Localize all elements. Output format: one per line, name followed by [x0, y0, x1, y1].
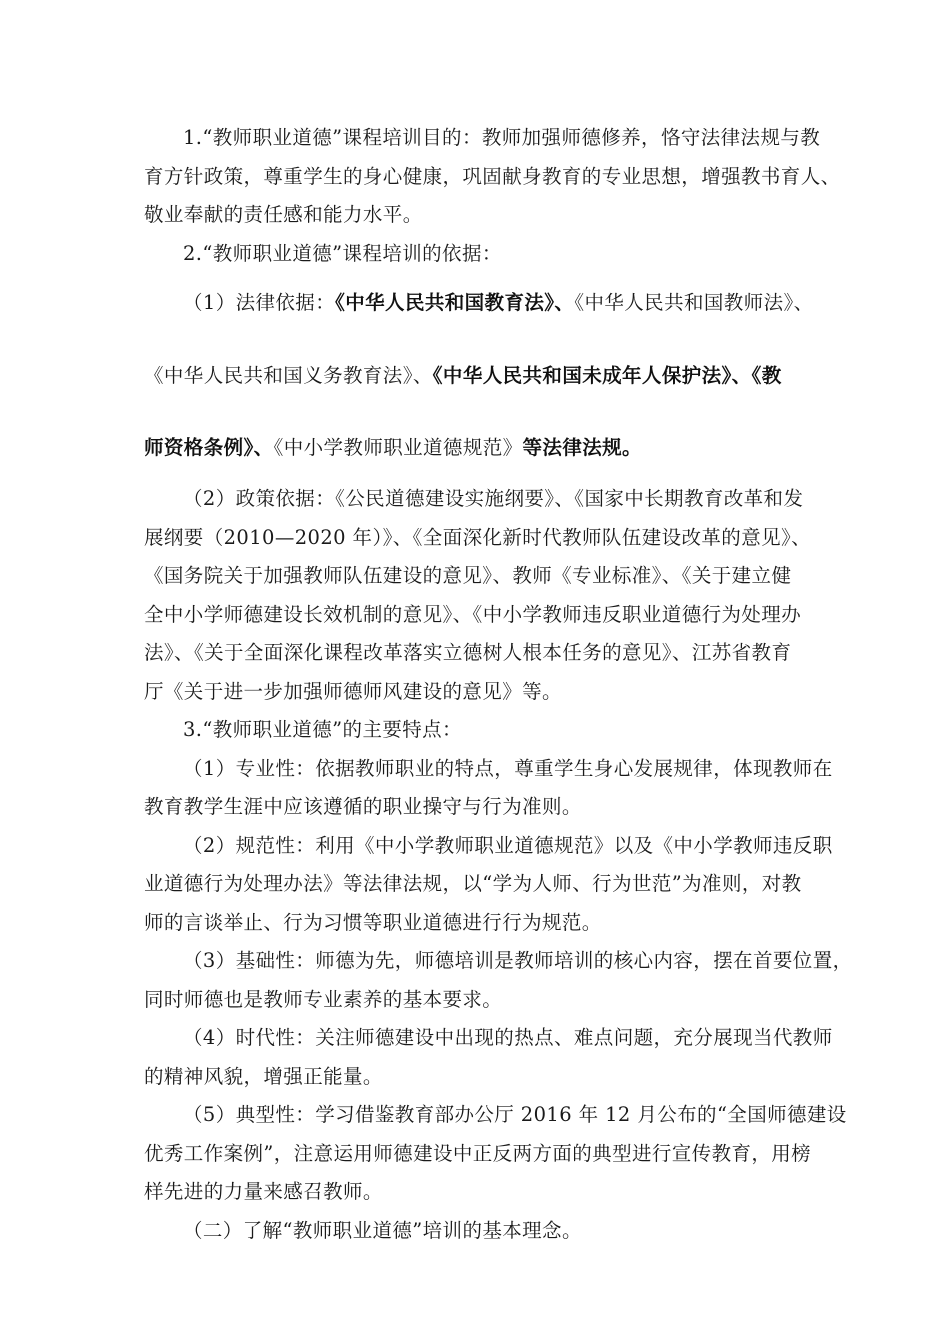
text-line: 优秀工作案例”，注意运用师德建设中正反两方面的典型进行宣传教育，用榜: [144, 1141, 812, 1165]
text-line: 育方针政策，尊重学生的身心健康，巩固献身教育的专业思想，增强教书育人、: [144, 164, 841, 188]
basis-heading: [144, 235, 824, 274]
law-reference: 《中小学教师职业道德规范》: [273, 436, 523, 459]
legal-basis-line-1: [144, 287, 883, 315]
law-reference: 师资格条例》、: [144, 436, 274, 459]
text-line: 1.“教师职业道德”课程培训目的：教师加强师德修养，恪守法律法规与教: [183, 126, 821, 149]
legal-basis-line-2: [144, 360, 844, 388]
features-heading: 3.“教师职业道德”的主要特点：: [183, 718, 462, 741]
text-line: 展纲要（2010—2020 年）》、《全面深化新时代教师队伍建设改革的意见》、: [144, 525, 812, 549]
text-line: （2）政策依据：《公民道德建设实施纲要》、《国家中长期教育改革和发: [183, 487, 804, 510]
text-line: （1）专业性：依据教师职业的特点，尊重学生身心发展规律，体现教师在: [183, 756, 833, 780]
law-reference: 《中华人民共和国教育法》、: [335, 291, 575, 314]
text-line: 《国务院关于加强教师队伍建设的意见》、教师《专业标准》、《关于建立健: [144, 564, 792, 587]
text-line: 教育教学生涯中应该遵循的职业操守与行为准则。: [144, 795, 582, 818]
law-reference: 《中华人民共和国教师法》、: [574, 291, 814, 314]
purpose-paragraph: [144, 119, 841, 235]
text-line: 全中小学师德建设长效机制的意见》、《中小学教师违反职业道德行为处理办: [144, 602, 802, 626]
text-line: 业道德行为处理办法》等法律法规，以“学为人师、行为世范”为准则，对教: [144, 872, 802, 895]
legal-basis-label: （1）法律依据：: [183, 291, 336, 314]
features-section: [144, 711, 853, 1250]
text-line: 的精神风貌，增强正能量。: [144, 1064, 383, 1088]
text-line: （2）规范性：利用《中小学教师职业道德规范》以及《中小学教师违反职: [183, 833, 833, 857]
text-line: 法》、《关于全面深化课程改革落实立德树人根本任务的意见》、江苏省教育: [144, 641, 792, 664]
text-line: （5）典型性：学习借鉴教育部办公厅 2016 年 12 月公布的“全国师德建设: [183, 1103, 847, 1126]
law-reference: 《中华人民共和国义务教育法》、: [144, 364, 433, 387]
text-line: 厅《关于进一步加强师德师风建设的意见》等。: [144, 679, 562, 703]
text-line: 2.“教师职业道德”课程培训的依据：: [183, 242, 502, 265]
legal-basis-line-3: [144, 432, 844, 460]
policy-basis-paragraph: [144, 480, 824, 711]
law-reference: 《中华人民共和国未成年人保护法》、《教: [432, 364, 782, 387]
text-line: 同时师德也是教师专业素养的基本要求。: [144, 987, 503, 1011]
text-line: （4）时代性：关注师德建设中出现的热点、难点问题，充分展现当代教师: [183, 1026, 833, 1049]
law-reference: 等法律法规。: [522, 436, 642, 459]
text-line: 样先进的力量来感召教师。: [144, 1180, 383, 1203]
concept-heading: （二）了解“教师职业道德”培训的基本理念。: [183, 1218, 582, 1242]
text-line: （3）基础性：师德为先，师德培训是教师培训的核心内容，摆在首要位置，: [183, 949, 853, 972]
text-line: 师的言谈举止、行为习惯等职业道德进行行为规范。: [144, 910, 602, 934]
text-line: 敬业奉献的责任感和能力水平。: [144, 203, 423, 226]
